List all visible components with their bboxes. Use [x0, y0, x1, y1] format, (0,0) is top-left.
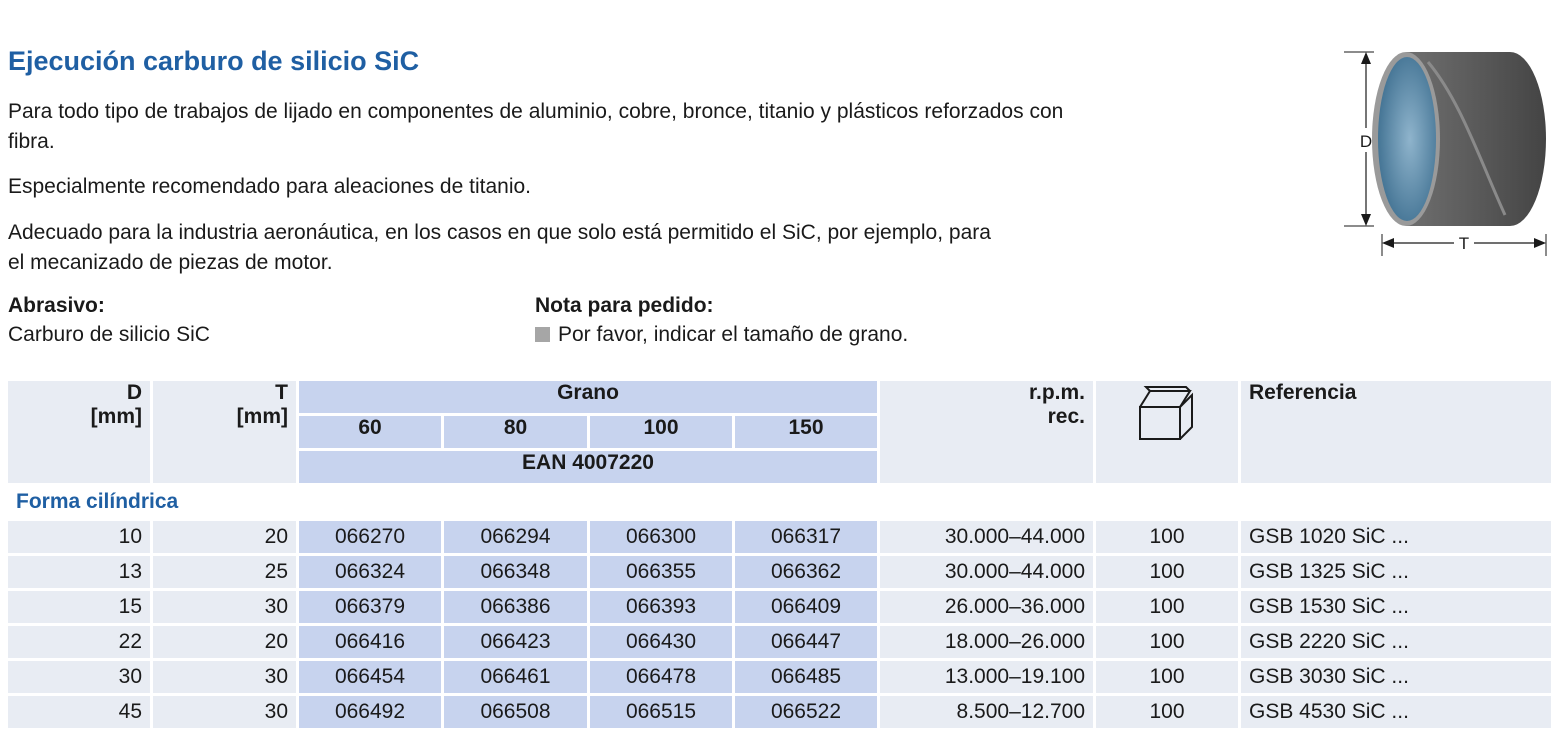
abrasive-label: Abrasivo:	[8, 294, 105, 317]
cell-quantity: 100	[1096, 521, 1238, 553]
cell-t: 25	[153, 556, 296, 588]
cell-grain-150: 066409	[735, 591, 877, 623]
cell-grain-80: 066508	[444, 696, 587, 728]
cell-grain-100: 066430	[590, 626, 732, 658]
cell-grain-60: 066270	[299, 521, 441, 553]
ean-header: EAN 4007220	[299, 451, 877, 483]
cell-rpm: 30.000–44.000	[880, 556, 1093, 588]
table-header-row-1	[8, 381, 1551, 413]
cell-d: 30	[8, 661, 150, 693]
cell-rpm: 26.000–36.000	[880, 591, 1093, 623]
order-note-value: Por favor, indicar el tamaño de grano.	[558, 323, 909, 346]
header-package	[1096, 381, 1238, 483]
cell-rpm: 18.000–26.000	[880, 626, 1093, 658]
cell-reference: GSB 1325 SiC ...	[1241, 556, 1551, 588]
header-grain: Grano	[299, 381, 877, 413]
cell-quantity: 100	[1096, 696, 1238, 728]
cell-grain-150: 066362	[735, 556, 877, 588]
cell-grain-80: 066386	[444, 591, 587, 623]
cell-d: 22	[8, 626, 150, 658]
header-rpm: r.p.m. rec.	[880, 381, 1093, 483]
cell-reference: GSB 1530 SiC ...	[1241, 591, 1551, 623]
cell-grain-100: 066300	[590, 521, 732, 553]
cell-quantity: 100	[1096, 556, 1238, 588]
table-row	[8, 556, 1551, 588]
cell-grain-100: 066355	[590, 556, 732, 588]
cell-d: 13	[8, 556, 150, 588]
order-note	[535, 323, 908, 347]
cell-grain-100: 066515	[590, 696, 732, 728]
description-paragraph-2: Especialmente recomendado para aleaciones de titanio.	[8, 175, 532, 198]
abrasive-value: Carburo de silicio SiC	[8, 323, 210, 346]
cell-d: 15	[8, 591, 150, 623]
cell-t: 20	[153, 626, 296, 658]
cell-grain-80: 066294	[444, 521, 587, 553]
cell-grain-80: 066423	[444, 626, 587, 658]
cell-grain-150: 066485	[735, 661, 877, 693]
cell-t: 30	[153, 661, 296, 693]
section-forma-cilindrica: Forma cilíndrica	[8, 486, 1551, 518]
cell-grain-60: 066492	[299, 696, 441, 728]
description-paragraph-3: Adecuado para la industria aeronáutica, en los casos en que solo está permitido el SiC, por ejemplo, para el mecanizado de piezas de motor.	[8, 221, 991, 274]
dimension-t-label: T	[1458, 234, 1470, 253]
cell-grain-150: 066317	[735, 521, 877, 553]
cell-reference: GSB 1020 SiC ...	[1241, 521, 1551, 553]
table-row	[8, 626, 1551, 658]
cell-grain-100: 066478	[590, 661, 732, 693]
cell-rpm: 13.000–19.100	[880, 661, 1093, 693]
product-table	[5, 378, 1554, 731]
cell-grain-60: 066454	[299, 661, 441, 693]
cell-grain-150: 066447	[735, 626, 877, 658]
abrasive-sleeve-illustration	[1340, 40, 1554, 265]
cell-quantity: 100	[1096, 591, 1238, 623]
header-t: T [mm]	[153, 381, 296, 483]
cell-rpm: 30.000–44.000	[880, 521, 1093, 553]
cell-reference: GSB 2220 SiC ...	[1241, 626, 1551, 658]
cell-grain-150: 066522	[735, 696, 877, 728]
grain-100-header: 100	[590, 416, 732, 448]
grain-80-header: 80	[444, 416, 587, 448]
cell-grain-60: 066379	[299, 591, 441, 623]
cell-quantity: 100	[1096, 661, 1238, 693]
cell-grain-80: 066461	[444, 661, 587, 693]
cell-reference: GSB 4530 SiC ...	[1241, 696, 1551, 728]
header-reference: Referencia	[1241, 381, 1551, 483]
cell-grain-80: 066348	[444, 556, 587, 588]
section-row	[8, 486, 1551, 518]
header-d: D [mm]	[8, 381, 150, 483]
table-row	[8, 661, 1551, 693]
cell-quantity: 100	[1096, 626, 1238, 658]
grain-150-header: 150	[735, 416, 877, 448]
cell-d: 10	[8, 521, 150, 553]
cell-t: 30	[153, 591, 296, 623]
grain-60-header: 60	[299, 416, 441, 448]
cell-reference: GSB 3030 SiC ...	[1241, 661, 1551, 693]
table-row	[8, 521, 1551, 553]
dimension-d-label: D	[1359, 132, 1373, 151]
section-title: Ejecución carburo de silicio SiC	[8, 46, 420, 76]
table-row	[8, 591, 1551, 623]
cell-grain-60: 066324	[299, 556, 441, 588]
order-note-label: Nota para pedido:	[535, 294, 714, 317]
cell-t: 20	[153, 521, 296, 553]
description-paragraph-1: Para todo tipo de trabajos de lijado en componentes de aluminio, cobre, bronce, titanio y plásticos reforzados con fibra.	[8, 100, 1064, 153]
table-row	[8, 696, 1551, 728]
cell-rpm: 8.500–12.700	[880, 696, 1093, 728]
cell-grain-100: 066393	[590, 591, 732, 623]
cell-grain-60: 066416	[299, 626, 441, 658]
box-icon	[1136, 385, 1198, 441]
cell-t: 30	[153, 696, 296, 728]
cell-d: 45	[8, 696, 150, 728]
gray-square-icon	[535, 327, 550, 342]
